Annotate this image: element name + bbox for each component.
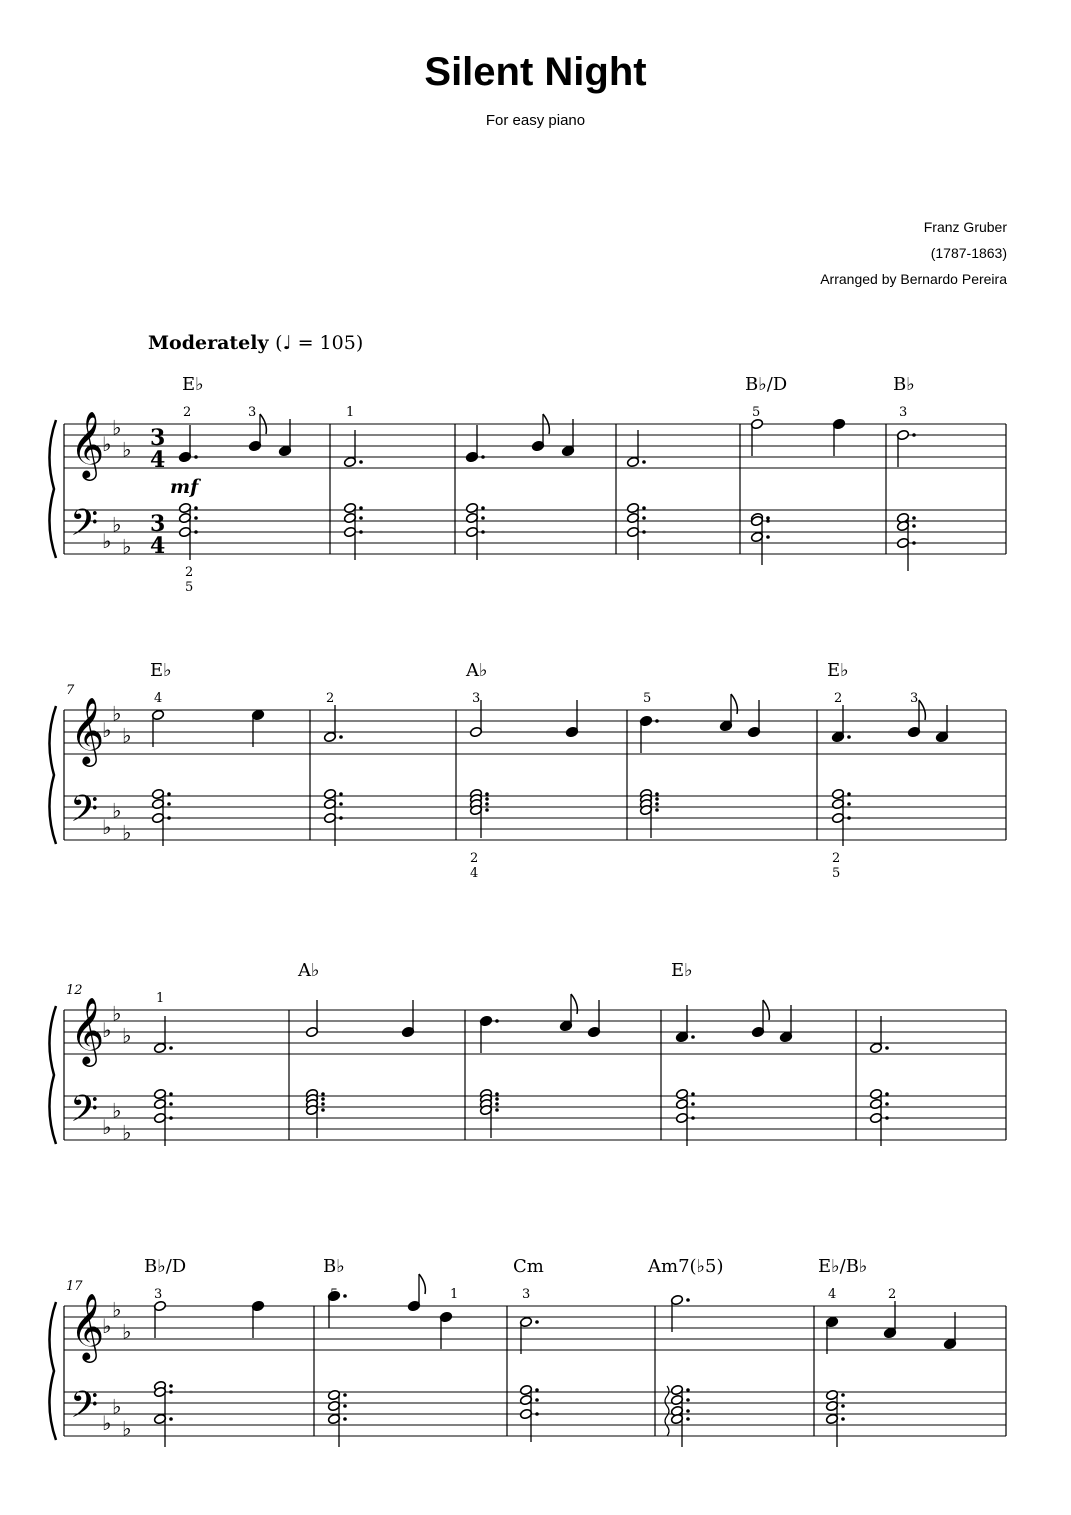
fingering-number: 3 xyxy=(248,405,257,420)
augmentation-dot xyxy=(841,1393,845,1397)
fingering-number: 3 xyxy=(154,1287,163,1302)
augmentation-dot xyxy=(885,1092,889,1096)
flat-icon: ♭ xyxy=(112,1001,122,1026)
augmentation-dot xyxy=(481,455,485,459)
eighth-flag xyxy=(419,1274,425,1294)
augmentation-dot xyxy=(535,1398,539,1402)
fingering-number: 3 xyxy=(472,691,481,706)
augmentation-dot xyxy=(169,1417,173,1421)
time-signature-denominator: 4 xyxy=(150,533,166,559)
augmentation-dot xyxy=(495,1019,499,1023)
fingering-number: 2 xyxy=(888,1287,897,1302)
augmentation-dot xyxy=(167,792,171,796)
augmentation-dot xyxy=(359,460,363,464)
bass-clef-icon: 𝄢 xyxy=(70,1384,99,1435)
augmentation-dot xyxy=(343,1294,347,1298)
chord-symbol: E♭/B♭ xyxy=(818,1256,868,1277)
system-brace xyxy=(49,706,56,844)
bass-clef-icon: 𝄢 xyxy=(70,1088,99,1139)
augmentation-dot xyxy=(359,506,363,510)
fingering-number: 4 xyxy=(154,691,163,706)
augmentation-dot xyxy=(847,735,851,739)
flat-icon: ♭ xyxy=(102,1018,112,1042)
augmentation-dot xyxy=(642,516,646,520)
fingering-number: 5 xyxy=(330,1287,339,1302)
augmentation-dot xyxy=(847,802,851,806)
chord-symbol: Cm xyxy=(513,1256,544,1277)
augmentation-dot xyxy=(194,516,198,520)
augmentation-dot xyxy=(359,516,363,520)
flat-icon: ♭ xyxy=(112,1098,122,1123)
augmentation-dot xyxy=(194,455,198,459)
time-signature-numerator: 3 xyxy=(150,425,166,451)
augmentation-dot xyxy=(321,1097,325,1101)
augmentation-dot xyxy=(343,1393,347,1397)
quarter-note-icon: ♩ xyxy=(282,332,292,354)
fingering-number: 1 xyxy=(450,1287,459,1302)
flat-icon: ♭ xyxy=(122,1120,132,1145)
chord-symbol: B♭ xyxy=(893,374,915,395)
fingering-number: 3 xyxy=(522,1287,531,1302)
augmentation-dot xyxy=(686,1409,690,1413)
fingering-number: 3 xyxy=(899,405,908,420)
augmentation-dot xyxy=(691,1092,695,1096)
measure-number: 12 xyxy=(66,983,83,998)
flat-icon: ♭ xyxy=(102,1115,112,1139)
chord-symbol: A♭ xyxy=(298,960,320,981)
fingering-number: 3 xyxy=(910,691,919,706)
bass-fingering-number: 5 xyxy=(832,866,841,881)
measure-number: 17 xyxy=(66,1279,83,1294)
treble-clef-icon: 𝄞 xyxy=(70,996,105,1064)
augmentation-dot xyxy=(343,1417,347,1421)
augmentation-dot xyxy=(169,1390,173,1394)
augmentation-dot xyxy=(481,516,485,520)
flat-icon: ♭ xyxy=(102,718,112,742)
bass-fingering-number: 2 xyxy=(470,851,479,866)
augmentation-dot xyxy=(691,1116,695,1120)
flat-icon: ♭ xyxy=(112,798,122,823)
augmentation-dot xyxy=(359,530,363,534)
augmentation-dot xyxy=(343,1404,347,1408)
treble-clef-icon: 𝄞 xyxy=(70,696,105,764)
fingering-number: 5 xyxy=(752,405,761,420)
composer-name: Franz Gruber xyxy=(923,219,1007,235)
flat-icon: ♭ xyxy=(112,512,122,537)
augmentation-dot xyxy=(339,735,343,739)
augmentation-dot xyxy=(655,792,659,796)
time-signature-numerator: 3 xyxy=(150,511,166,537)
flat-icon: ♭ xyxy=(102,529,112,553)
augmentation-dot xyxy=(321,1108,325,1112)
chord-symbol: E♭ xyxy=(182,374,204,395)
augmentation-dot xyxy=(885,1102,889,1106)
fingering-number: 2 xyxy=(183,405,192,420)
augmentation-dot xyxy=(169,1102,173,1106)
flat-icon: ♭ xyxy=(122,534,132,559)
augmentation-dot xyxy=(655,797,659,801)
flat-icon: ♭ xyxy=(122,820,132,845)
system-brace xyxy=(49,420,56,558)
augmentation-dot xyxy=(481,530,485,534)
augmentation-dot xyxy=(169,1116,173,1120)
chord-symbol: E♭ xyxy=(827,660,849,681)
tempo-bpm: 105 xyxy=(319,332,356,354)
augmentation-dot xyxy=(485,792,489,796)
flat-icon: ♭ xyxy=(122,437,132,462)
system-brace xyxy=(49,1302,56,1440)
measure-number: 7 xyxy=(66,683,75,698)
augmentation-dot xyxy=(169,1092,173,1096)
augmentation-dot xyxy=(686,1298,690,1302)
augmentation-dot xyxy=(321,1102,325,1106)
augmentation-dot xyxy=(766,519,770,523)
augmentation-dot xyxy=(691,1035,695,1039)
flat-icon: ♭ xyxy=(112,701,122,726)
augmentation-dot xyxy=(686,1417,690,1421)
chord-symbol: A♭ xyxy=(466,660,488,681)
bass-clef-icon: 𝄢 xyxy=(70,788,99,839)
chord-symbol: E♭ xyxy=(150,660,172,681)
flat-icon: ♭ xyxy=(122,723,132,748)
augmentation-dot xyxy=(885,1046,889,1050)
augmentation-dot xyxy=(339,816,343,820)
augmentation-dot xyxy=(167,802,171,806)
augmentation-dot xyxy=(655,808,659,812)
bass-fingering-number: 2 xyxy=(185,565,194,580)
augmentation-dot xyxy=(169,1384,173,1388)
treble-clef-icon: 𝄞 xyxy=(70,1292,105,1360)
bass-fingering-number: 5 xyxy=(185,580,194,595)
augmentation-dot xyxy=(642,506,646,510)
score-subtitle: For easy piano xyxy=(485,112,586,129)
augmentation-dot xyxy=(841,1417,845,1421)
augmentation-dot xyxy=(912,516,916,520)
composer-dates: (1787-1863) xyxy=(930,245,1007,261)
dynamic-marking: mf xyxy=(170,476,199,498)
chord-symbol: B♭ xyxy=(323,1256,345,1277)
flat-icon: ♭ xyxy=(112,415,122,440)
augmentation-dot xyxy=(535,1388,539,1392)
augmentation-dot xyxy=(642,460,646,464)
flat-icon: ♭ xyxy=(122,1023,132,1048)
arranger-credit: Arranged by Bernardo Pereira xyxy=(820,271,1007,287)
augmentation-dot xyxy=(194,506,198,510)
flat-icon: ♭ xyxy=(102,815,112,839)
fingering-number: 1 xyxy=(156,991,165,1006)
flat-icon: ♭ xyxy=(112,1394,122,1419)
fingering-number: 4 xyxy=(828,1287,837,1302)
augmentation-dot xyxy=(495,1092,499,1096)
chord-symbol: E♭ xyxy=(671,960,693,981)
flat-icon: ♭ xyxy=(102,1411,112,1435)
augmentation-dot xyxy=(847,816,851,820)
bass-clef-icon: 𝄢 xyxy=(70,502,99,553)
flat-icon: ♭ xyxy=(102,1314,112,1338)
augmentation-dot xyxy=(642,530,646,534)
augmentation-dot xyxy=(686,1388,690,1392)
chord-symbol: B♭/D xyxy=(144,1256,187,1277)
flat-icon: ♭ xyxy=(122,1319,132,1344)
augmentation-dot xyxy=(847,792,851,796)
augmentation-dot xyxy=(485,808,489,812)
augmentation-dot xyxy=(912,524,916,528)
chord-symbol: B♭/D xyxy=(745,374,788,395)
augmentation-dot xyxy=(686,1398,690,1402)
eighth-flag xyxy=(731,694,737,714)
augmentation-dot xyxy=(535,1412,539,1416)
augmentation-dot xyxy=(339,802,343,806)
augmentation-dot xyxy=(485,802,489,806)
augmentation-dot xyxy=(339,792,343,796)
augmentation-dot xyxy=(691,1102,695,1106)
eighth-flag xyxy=(571,994,577,1014)
augmentation-dot xyxy=(535,1320,539,1324)
tempo-text: Moderately xyxy=(148,332,269,354)
chord-symbol: Am7(♭5) xyxy=(648,1256,724,1277)
treble-clef-icon: 𝄞 xyxy=(70,410,105,478)
flat-icon: ♭ xyxy=(122,1416,132,1441)
augmentation-dot xyxy=(655,719,659,723)
augmentation-dot xyxy=(485,797,489,801)
augmentation-dot xyxy=(481,506,485,510)
fingering-number: 1 xyxy=(346,405,355,420)
score-title: Silent Night xyxy=(424,50,647,94)
augmentation-dot xyxy=(912,541,916,545)
bass-fingering-number: 2 xyxy=(832,851,841,866)
augmentation-dot xyxy=(167,816,171,820)
augmentation-dot xyxy=(841,1404,845,1408)
augmentation-dot xyxy=(169,1046,173,1050)
fingering-number: 5 xyxy=(643,691,652,706)
augmentation-dot xyxy=(885,1116,889,1120)
augmentation-dot xyxy=(655,802,659,806)
flat-icon: ♭ xyxy=(102,432,112,456)
system-brace xyxy=(49,1006,56,1144)
tempo-marking: Moderately (♩ = 105) xyxy=(148,332,364,354)
augmentation-dot xyxy=(321,1092,325,1096)
time-signature-denominator: 4 xyxy=(150,447,166,473)
augmentation-dot xyxy=(495,1097,499,1101)
fingering-number: 2 xyxy=(834,691,843,706)
fingering-number: 2 xyxy=(326,691,335,706)
flat-icon: ♭ xyxy=(112,1297,122,1322)
augmentation-dot xyxy=(495,1108,499,1112)
augmentation-dot xyxy=(194,530,198,534)
augmentation-dot xyxy=(766,535,770,539)
augmentation-dot xyxy=(912,433,916,437)
augmentation-dot xyxy=(495,1102,499,1106)
arpeggio-mark xyxy=(665,1386,669,1436)
bass-fingering-number: 4 xyxy=(470,866,479,881)
